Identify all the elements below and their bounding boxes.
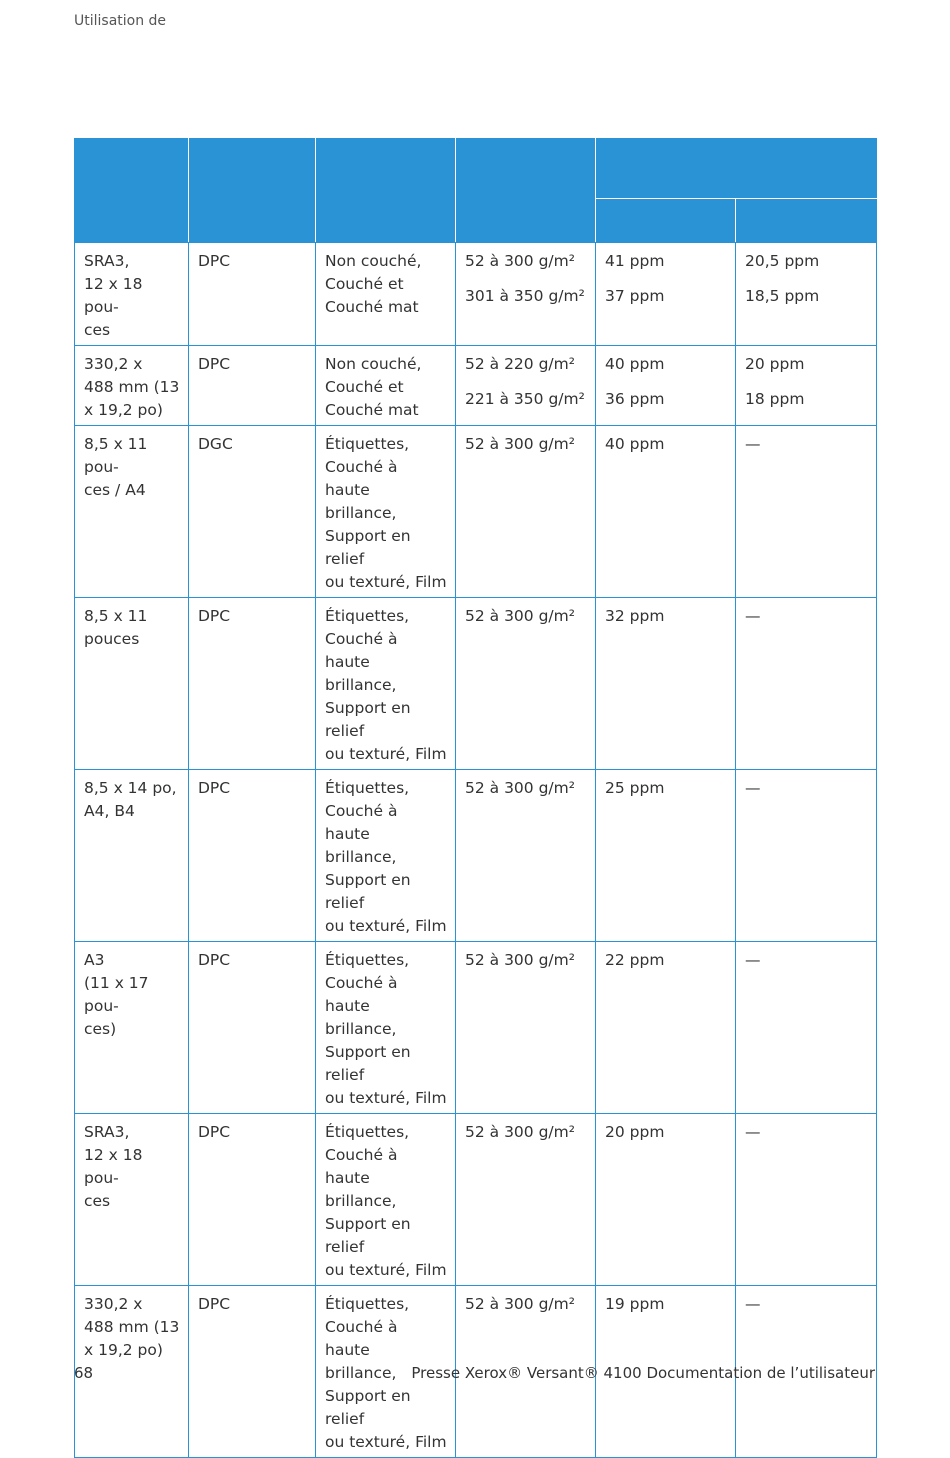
cell-value: 32 ppm xyxy=(605,607,665,625)
cell-text: DPC xyxy=(198,1123,231,1141)
cell-text: SRA3, 12 x 18 pou- ces xyxy=(84,252,143,339)
table-row xyxy=(75,243,877,346)
cell-value: 52 à 300 g/m² xyxy=(465,951,575,969)
cell-type xyxy=(189,346,316,426)
cell-weight xyxy=(456,243,596,346)
table-row xyxy=(75,770,877,942)
cell-speed-b xyxy=(736,346,877,426)
cell-size xyxy=(75,942,189,1114)
cell-value: 25 ppm xyxy=(605,779,665,797)
cell-text: Étiquettes, Couché à haute brillance, Support en relief ou texturé, Film xyxy=(325,951,447,1107)
cell-text: DPC xyxy=(198,779,231,797)
cell-value: 52 à 300 g/m² xyxy=(465,607,575,625)
cell-coating xyxy=(316,243,456,346)
cell-speed-b xyxy=(736,243,877,346)
table-row xyxy=(75,426,877,598)
table-row xyxy=(75,1114,877,1286)
table-body xyxy=(75,243,877,1458)
cell-text: DGC xyxy=(198,435,233,453)
cell-coating xyxy=(316,426,456,598)
cell-value: 19 ppm xyxy=(605,1295,665,1313)
cell-value: 221 à 350 g/m² xyxy=(465,390,585,408)
cell-type xyxy=(189,426,316,598)
cell-type xyxy=(189,1114,316,1286)
cell-type xyxy=(189,1286,316,1458)
cell-text: Étiquettes, Couché à haute brillance, Support en relief ou texturé, Film xyxy=(325,1123,447,1279)
cell-text: 8,5 x 14 po, A4, B4 xyxy=(84,779,177,820)
cell-text: DPC xyxy=(198,951,231,969)
cell-speed-b xyxy=(736,1114,877,1286)
cell-value: 20 ppm xyxy=(605,1123,665,1141)
cell-type xyxy=(189,243,316,346)
cell-speed-a xyxy=(596,426,736,598)
cell-value: 20,5 ppm xyxy=(745,252,820,270)
cell-coating xyxy=(316,1114,456,1286)
header-cell-size xyxy=(75,139,189,243)
table-row xyxy=(75,942,877,1114)
running-head: Utilisation de xyxy=(74,13,167,29)
header-cell-coating xyxy=(316,139,456,243)
cell-weight xyxy=(456,942,596,1114)
cell-size xyxy=(75,426,189,598)
cell-size xyxy=(75,598,189,770)
cell-size xyxy=(75,1114,189,1286)
cell-text: SRA3, 12 x 18 pou- ces xyxy=(84,1123,143,1210)
cell-weight xyxy=(456,1114,596,1286)
cell-value: 20 ppm xyxy=(745,355,805,373)
cell-value: — xyxy=(745,1295,761,1313)
cell-value: 52 à 300 g/m² xyxy=(465,435,575,453)
cell-value: 52 à 300 g/m² xyxy=(465,1123,575,1141)
cell-value: 37 ppm xyxy=(605,287,665,305)
cell-text: Étiquettes, Couché à haute brillance, Support en relief ou texturé, Film xyxy=(325,779,447,935)
cell-speed-b xyxy=(736,770,877,942)
cell-weight xyxy=(456,598,596,770)
cell-text: Étiquettes, Couché à haute brillance, Support en relief ou texturé, Film xyxy=(325,1295,447,1451)
cell-value: 301 à 350 g/m² xyxy=(465,287,585,305)
cell-weight xyxy=(456,426,596,598)
cell-speed-b xyxy=(736,426,877,598)
cell-speed-b xyxy=(736,598,877,770)
table-row xyxy=(75,598,877,770)
cell-coating xyxy=(316,770,456,942)
cell-value: 52 à 220 g/m² xyxy=(465,355,575,373)
cell-value: 52 à 300 g/m² xyxy=(465,252,575,270)
cell-text: A3 (11 x 17 pou- ces) xyxy=(84,951,149,1038)
header-cell-speed-group xyxy=(596,139,877,199)
cell-text: 8,5 x 11 pou- ces / A4 xyxy=(84,435,148,499)
cell-value: 40 ppm xyxy=(605,435,665,453)
cell-coating xyxy=(316,942,456,1114)
cell-speed-a xyxy=(596,770,736,942)
cell-coating xyxy=(316,598,456,770)
cell-weight xyxy=(456,770,596,942)
cell-value: — xyxy=(745,607,761,625)
cell-text: Étiquettes, Couché à haute brillance, Support en relief ou texturé, Film xyxy=(325,607,447,763)
cell-size xyxy=(75,770,189,942)
cell-value: — xyxy=(745,951,761,969)
cell-speed-a xyxy=(596,1114,736,1286)
header-cell-speed-b xyxy=(736,199,877,243)
cell-size xyxy=(75,243,189,346)
header-cell-type xyxy=(189,139,316,243)
cell-value: 18 ppm xyxy=(745,390,805,408)
cell-value: 22 ppm xyxy=(605,951,665,969)
cell-text: DPC xyxy=(198,607,231,625)
cell-text: DPC xyxy=(198,355,231,373)
cell-type xyxy=(189,770,316,942)
cell-text: 330,2 x 488 mm (13 x 19,2 po) xyxy=(84,1295,180,1359)
cell-value: — xyxy=(745,1123,761,1141)
cell-text: Étiquettes, Couché à haute brillance, Support en relief ou texturé, Film xyxy=(325,435,447,591)
header-cell-speed-a xyxy=(596,199,736,243)
cell-value: 40 ppm xyxy=(605,355,665,373)
paper-speed-table xyxy=(74,138,877,1458)
cell-value: 36 ppm xyxy=(605,390,665,408)
cell-value: — xyxy=(745,435,761,453)
cell-speed-a xyxy=(596,598,736,770)
cell-text: DPC xyxy=(198,1295,231,1313)
cell-speed-b xyxy=(736,942,877,1114)
cell-coating xyxy=(316,346,456,426)
cell-value: 52 à 300 g/m² xyxy=(465,779,575,797)
cell-text: Non couché, Couché et Couché mat xyxy=(325,252,422,316)
cell-value: 41 ppm xyxy=(605,252,665,270)
cell-value: — xyxy=(745,779,761,797)
cell-speed-a xyxy=(596,942,736,1114)
cell-type xyxy=(189,942,316,1114)
table-row xyxy=(75,346,877,426)
cell-value: 18,5 ppm xyxy=(745,287,820,305)
cell-value: 52 à 300 g/m² xyxy=(465,1295,575,1313)
cell-size xyxy=(75,346,189,426)
cell-text: DPC xyxy=(198,252,231,270)
cell-text: 8,5 x 11 pouces xyxy=(84,607,148,648)
cell-text: Non couché, Couché et Couché mat xyxy=(325,355,422,419)
document-title: Presse Xerox® Versant® 4100 Documentation de l’utilisateur xyxy=(411,1364,875,1382)
cell-speed-a xyxy=(596,243,736,346)
header-cell-weight xyxy=(456,139,596,243)
page-number: 68 xyxy=(74,1364,94,1382)
cell-type xyxy=(189,598,316,770)
cell-text: 330,2 x 488 mm (13 x 19,2 po) xyxy=(84,355,180,419)
table-header xyxy=(75,139,877,243)
cell-weight xyxy=(456,346,596,426)
cell-speed-a xyxy=(596,346,736,426)
